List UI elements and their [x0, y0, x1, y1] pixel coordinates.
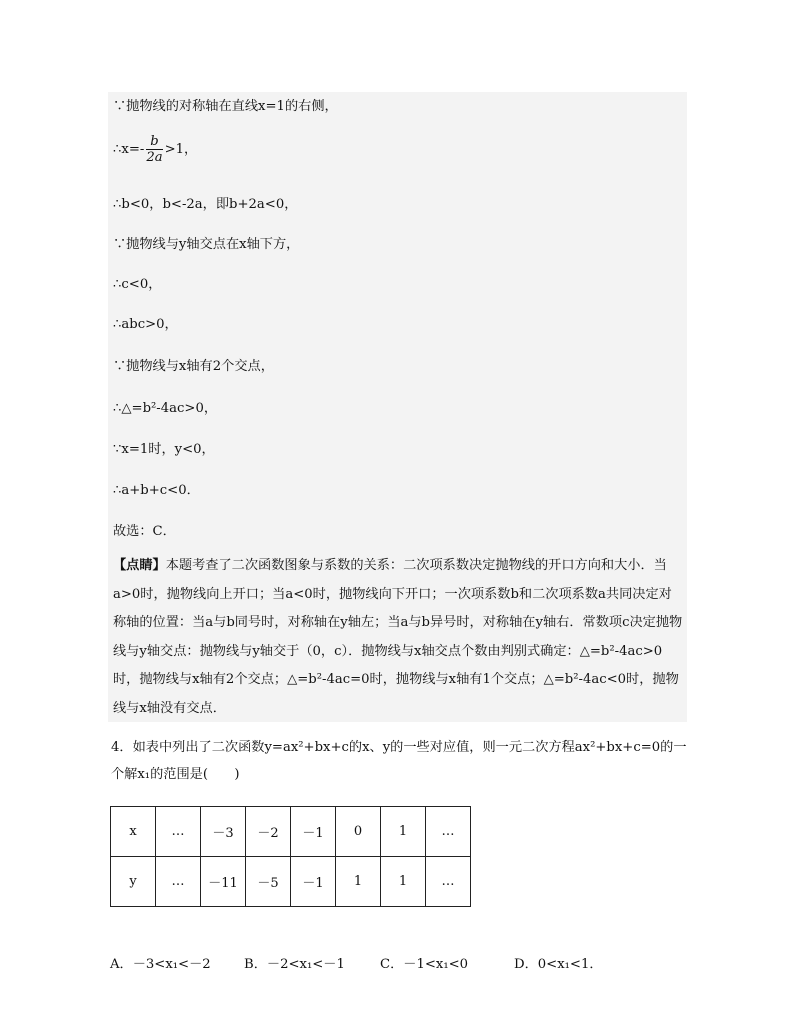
answer-choice-line: 故选：C． — [113, 524, 176, 539]
table-row-x — [111, 807, 471, 857]
table-cell: … — [156, 807, 201, 857]
table-cell: －1 — [291, 807, 336, 857]
option-b: B．－2<x₁<－1 — [244, 957, 345, 972]
table-cell: －1 — [291, 857, 336, 907]
solution-line-10: ∴a+b+c<0． — [113, 483, 200, 498]
table-cell: －5 — [246, 857, 291, 907]
solution-line-7: ∵抛物线与x轴有2个交点， — [113, 359, 274, 374]
table-cell: x — [111, 807, 156, 857]
table-cell: … — [156, 857, 201, 907]
table-row-y — [111, 857, 471, 907]
option-c: C．－1<x₁<0 — [380, 957, 469, 972]
table-cell: y — [111, 857, 156, 907]
option-d: D．0<x₁<1． — [514, 957, 603, 972]
solution-line-6: ∴abc>0， — [113, 317, 178, 332]
xy-value-table — [110, 806, 471, 907]
table-cell: … — [426, 807, 471, 857]
solution-line-2-suffix: >1， — [164, 142, 198, 157]
table-cell: －2 — [246, 807, 291, 857]
table-cell: 1 — [336, 857, 381, 907]
solution-line-5: ∴c<0， — [113, 277, 162, 292]
solution-line-4: ∵抛物线与y轴交点在x轴下方， — [113, 237, 300, 252]
fraction-numerator: b — [146, 134, 162, 150]
table-cell: －3 — [201, 807, 246, 857]
dianjing-tag: 【点睛】 — [113, 558, 166, 573]
table-cell: －11 — [201, 857, 246, 907]
solution-line-8: ∴△=b²-4ac>0， — [113, 401, 218, 416]
dianjing-paragraph — [113, 552, 683, 723]
solution-line-1: ∵抛物线的对称轴在直线x=1的右侧， — [113, 99, 338, 114]
table-cell: 1 — [381, 857, 426, 907]
fraction-denominator: 2a — [146, 150, 163, 165]
fraction-b-over-2a — [146, 134, 162, 165]
question-4-text: 4．如表中列出了二次函数y=ax²+bx+c的x、y的一些对应值，则一元二次方程ax²+bx+c=0的一个解x₁的范围是( ) — [111, 740, 687, 782]
table-cell: 1 — [381, 807, 426, 857]
solution-line-9: ∵x=1时，y<0， — [113, 442, 215, 457]
solution-line-2 — [113, 134, 197, 165]
solution-line-2-prefix: ∴x=- — [113, 142, 145, 157]
option-a: A．－3<x₁<－2 — [110, 957, 211, 972]
table-cell: … — [426, 857, 471, 907]
solution-line-3: ∴b<0，b<-2a，即b+2a<0， — [113, 197, 298, 212]
table-cell: 0 — [336, 807, 381, 857]
dianjing-text: 本题考查了二次函数图象与系数的关系：二次项系数决定抛物线的开口方向和大小．当a>0时，抛物线向上开口；当a<0时，抛物线向下开口；一次项系数b和二次项系数a共同决定对称轴的位置：当a与b同号时，对称轴在y轴左；当a与b异号时，对称轴在y轴右．常数项c决定抛物线与y轴交点：抛物线与y轴交于（0，c）．抛物线与x轴交点个数由判别式确定：△=b²-4ac>0时，抛物线与x轴有2个交点；△=b²-4ac=0时，抛物线与x轴有1个交点；△=b²-4ac<0时，抛物线与x轴没有交点． — [113, 558, 683, 716]
answer-options — [110, 953, 603, 972]
